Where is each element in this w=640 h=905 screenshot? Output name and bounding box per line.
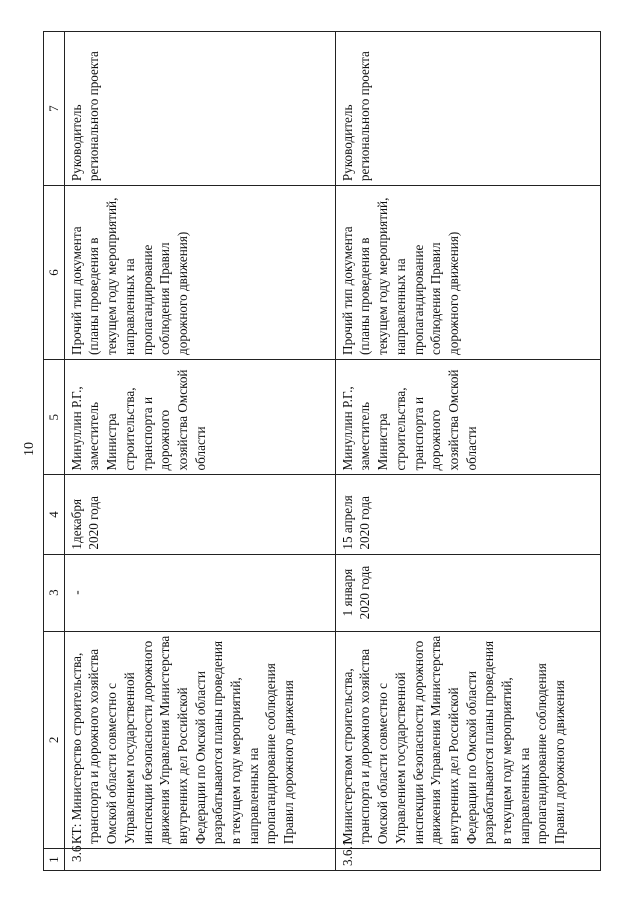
row-responsible: Минуллин Р.Г., заместитель Министра строительства, транспорта и дорожного хозяйства Омской области xyxy=(64,359,335,475)
rotated-table-sheet xyxy=(43,31,601,871)
page-number: 10 xyxy=(22,442,37,456)
header-col-2: 2 xyxy=(44,631,65,849)
row-start-date: 1 января 2020 года xyxy=(335,554,600,631)
row-number: 3.6 xyxy=(64,849,335,871)
header-col-5: 5 xyxy=(44,359,65,475)
table-row xyxy=(335,32,600,871)
header-col-7: 7 xyxy=(44,32,65,186)
row-document-type: Прочий тип документа (планы проведения в текущем году мероприятий, направленных на пропагандирование соблюдения Правил дорожного движения) xyxy=(335,186,600,360)
header-col-1: 1 xyxy=(44,849,65,871)
row-description: Министерством строительства, транспорта и дорожного хозяйства Омской области совместно с Управлением государственной инспекции безопасности дорожного движения Управления Министерства внутренних дел Российской Федерации по Омской области разрабатываются планы проведения в текущем году мероприятий, направленных на пропагандирование соблюдения Правил дорожного движения xyxy=(335,631,600,849)
row-controller: Руководитель регионального проекта xyxy=(335,32,600,186)
row-responsible: Минуллин Р.Г., заместитель Министра строительства, транспорта и дорожного хозяйства Омской области xyxy=(335,359,600,475)
row-number: 3.6.1 xyxy=(335,849,600,871)
row-description: КТ: Министерство строительства, транспорта и дорожного хозяйства Омской области совместно с Управлением государственной инспекции безопасности дорожного движения Управления Министерства внутренних дел Российской Федерации по Омской области разрабатываются планы проведения в текущем году мероприятий, направленных на пропагандирование соблюдения Правил дорожного движения xyxy=(64,631,335,849)
row-controller: Руководитель регионального проекта xyxy=(64,32,335,186)
row-document-type: Прочий тип документа (планы проведения в текущем году мероприятий, направленных на пропагандирование соблюдения Правил дорожного движения) xyxy=(64,186,335,360)
project-plan-table xyxy=(43,31,601,871)
row-start-date: - xyxy=(64,554,335,631)
row-end-date: 15 апреля 2020 года xyxy=(335,475,600,554)
header-col-4: 4 xyxy=(44,475,65,554)
table-row xyxy=(64,32,335,871)
header-row xyxy=(44,32,65,871)
header-col-6: 6 xyxy=(44,186,65,360)
row-end-date: 1декабря 2020 года xyxy=(64,475,335,554)
header-col-3: 3 xyxy=(44,554,65,631)
